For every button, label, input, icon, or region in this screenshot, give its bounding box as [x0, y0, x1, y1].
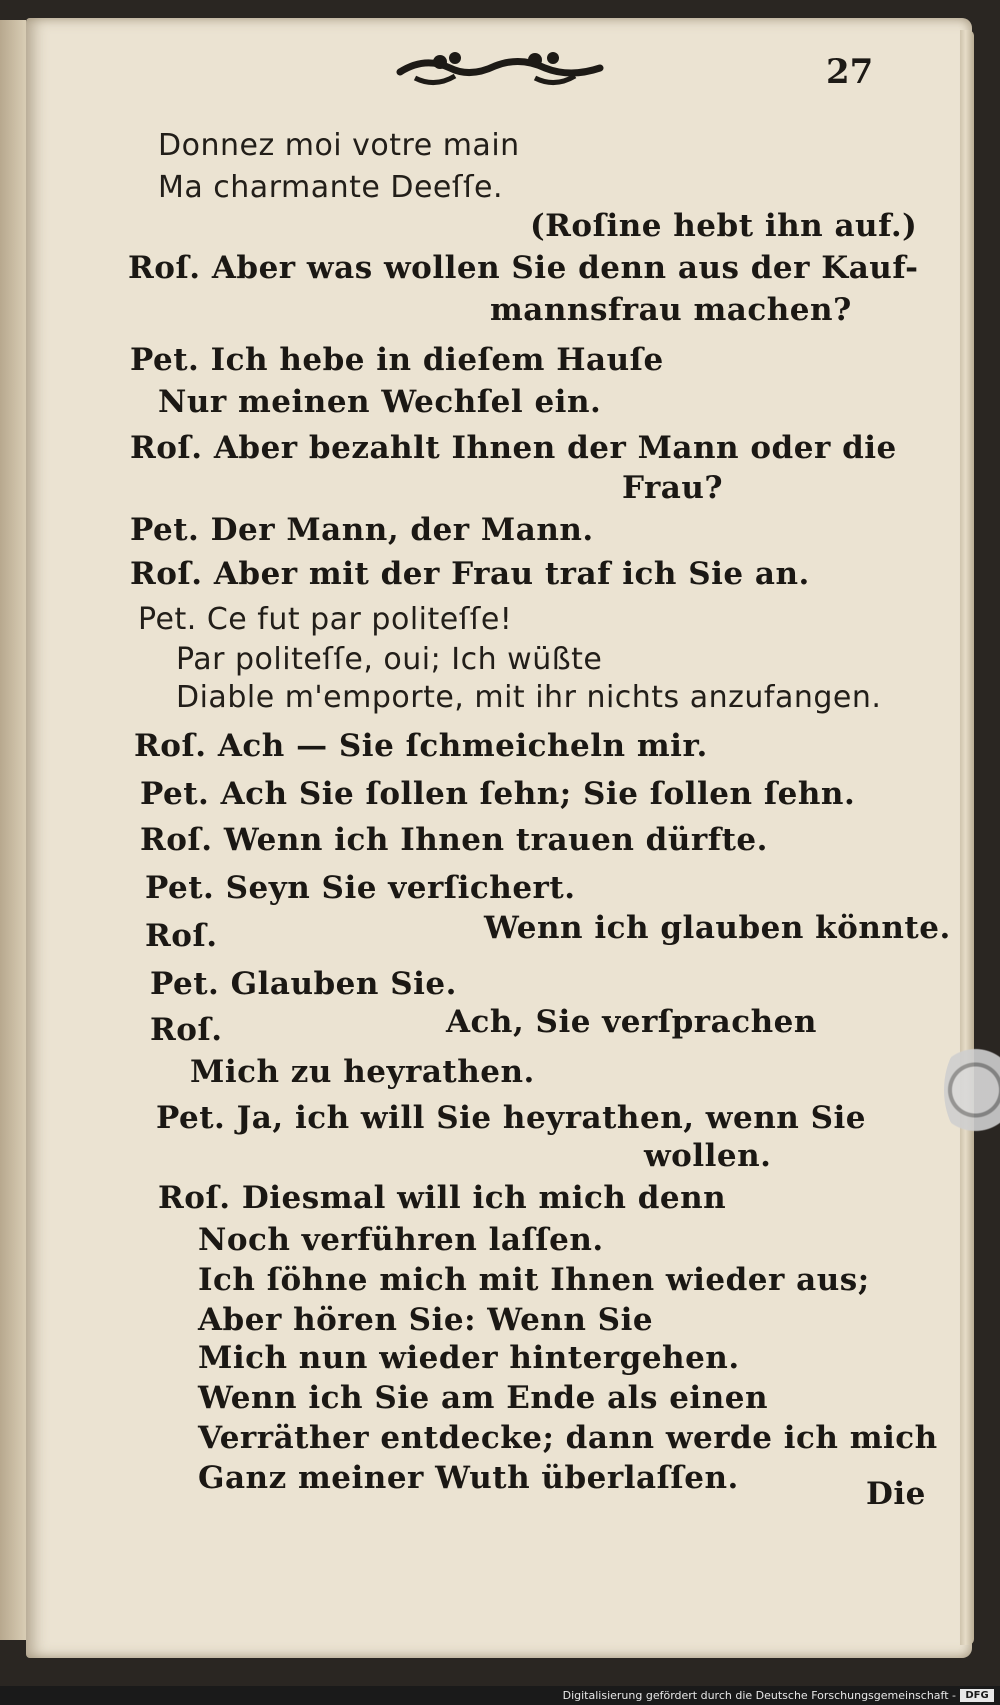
- text-line: Mich nun wieder hintergehen.: [198, 1340, 740, 1376]
- floral-ornament-icon: [395, 48, 605, 92]
- footer-credit: Digitalisierung gefördert durch die Deutsche Forschungsgemeinschaft -: [562, 1689, 956, 1702]
- text-line: Roſ. Wenn ich Ihnen trauen dürfte.: [140, 822, 768, 858]
- text-line: Diable m'emporte, mit ihr nichts anzufangen.: [176, 680, 882, 715]
- text-line: Mich zu heyrathen.: [190, 1054, 535, 1090]
- text-line: Verräther entdecke; dann werde ich mich: [198, 1420, 938, 1456]
- text-line: Pet. Ja, ich will Sie heyrathen, wenn Sie: [156, 1100, 866, 1136]
- catchword: Die: [866, 1476, 926, 1512]
- stage-direction: (Roſine hebt ihn auf.): [530, 208, 918, 244]
- speaker-label: Roſ.: [150, 1012, 223, 1048]
- text-line: Roſ. Aber was wollen Sie denn aus der Kauf-: [128, 250, 919, 286]
- text-line: Pet. Ich hebe in dieſem Hauſe: [130, 342, 664, 378]
- facing-page-edge: [0, 20, 26, 1640]
- text-line: Ganz meiner Wuth überlaſſen.: [198, 1460, 739, 1496]
- text-line: Noch verführen laſſen.: [198, 1222, 604, 1258]
- text-line: Par politeſſe, oui; Ich wüßte: [176, 642, 603, 677]
- text-line: Aber hören Sie: Wenn Sie: [198, 1302, 654, 1338]
- text-line: Pet. Der Mann, der Mann.: [130, 512, 594, 548]
- text-line: Pet. Ach Sie ſollen ſehn; Sie ſollen ſehn.: [140, 776, 856, 812]
- text-line: Wenn ich glauben könnte.: [484, 910, 951, 946]
- text-line: Ma charmante Deeſſe.: [158, 170, 504, 205]
- text-line: Ach, Sie verſprachen: [446, 1004, 817, 1040]
- text-line: Roſ. Ach — Sie ſchmeicheln mir.: [134, 728, 708, 764]
- text-line: Donnez moi votre main: [158, 128, 520, 163]
- text-line: Roſ. Aber mit der Frau traf ich Sie an.: [130, 556, 810, 592]
- text-line: mannsfrau machen?: [490, 292, 852, 328]
- text-line: Nur meinen Wechſel ein.: [158, 384, 602, 420]
- text-line: Frau?: [622, 470, 724, 506]
- text-line: Roſ. Aber bezahlt Ihnen der Mann oder die: [130, 430, 897, 466]
- dfg-logo: DFG: [960, 1689, 994, 1702]
- text-line: Ich ſöhne mich mit Ihnen wieder aus;: [198, 1262, 870, 1298]
- text-line: Pet. Seyn Sie verſichert.: [145, 870, 576, 906]
- speaker-label: Roſ.: [145, 918, 218, 954]
- page-number: 27: [826, 52, 874, 92]
- digitization-footer: [0, 1686, 1000, 1705]
- text-line: Pet. Ce fut par politeſſe!: [138, 602, 513, 637]
- text-line: Roſ. Diesmal will ich mich denn: [158, 1180, 727, 1216]
- text-line: Wenn ich Sie am Ende als einen: [198, 1380, 768, 1416]
- text-line: Pet. Glauben Sie.: [150, 966, 457, 1002]
- page-edge: [960, 30, 974, 1645]
- text-line: wollen.: [644, 1138, 772, 1174]
